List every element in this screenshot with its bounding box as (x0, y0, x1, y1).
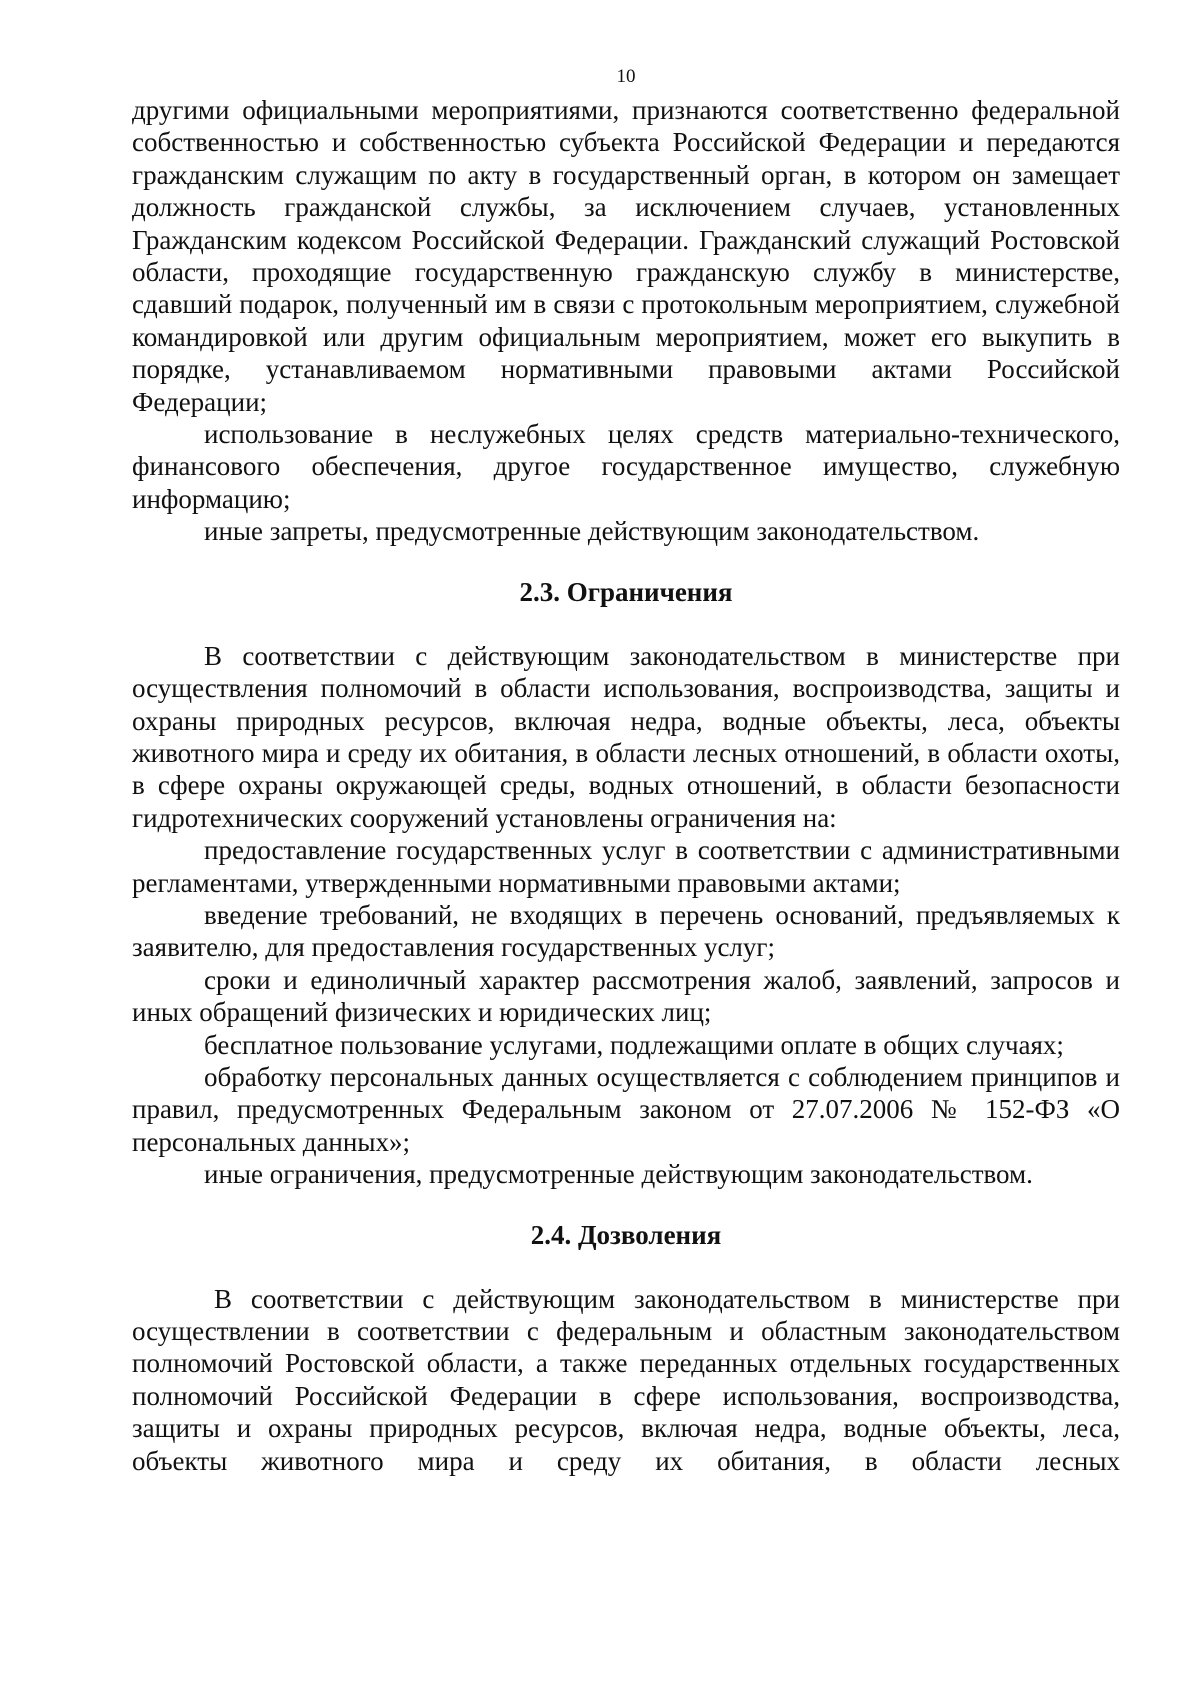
paragraph-permissions-intro: В соответствии с действующим законодательством в министерстве при осуществлении в соответствии с федеральным и областным законодательством полномочий Ростовской области, а также переданных отдельных государственных полномочий Российской Федерации в сфере использования, воспроизводства, защиты и охраны природных ресурсов, включая недра, водные объекты, леса, объекты животного мира и среду их обитания, в области лесных (132, 1283, 1120, 1476)
paragraph-use-of-property: использование в неслужебных целях средств материально-технического, финансового обеспечения, другое государственное имущество, служебную информацию; (132, 419, 1120, 514)
paragraph-other-prohibitions: иные запреты, предусмотренные действующим законодательством. (204, 516, 980, 547)
paragraph-restriction-free-use: бесплатное пользование услугами, подлежащими оплате в общих случаях; (204, 1029, 1064, 1060)
section-heading-permissions: 2.4. Дозволения (530, 1219, 722, 1250)
paragraph-restriction-requirements: введение требований, не входящих в перечень оснований, предъявляемых к заявителю, для предоставления государственных услуг; (132, 899, 1120, 963)
paragraph-gifts-continuation: другими официальными мероприятиями, признаются соответственно федеральной собственностью и собственностью субъекта Российской Федерации и передаются гражданским служащим по акту в государственный орган, в котором он замещает должность гражданской службы, за исключением случаев, установленных Гражданским кодексом Российской Федерации. Гражданский служащий Ростовской области, проходящие государственную гражданскую службу в министерстве, сдавший подарок, полученный им в связи с протокольным мероприятием, служебной командировкой или другим официальным мероприятием, может его выкупить в порядке, устанавливаемом нормативными правовыми актами Российской Федерации; (132, 95, 1120, 417)
paragraph-restriction-personal-data: обработку персональных данных осуществляется с соблюдением принципов и правил, предусмотренных Федеральным законом от 27.07.2006 № 152-ФЗ «О персональных данных»; (132, 1061, 1120, 1157)
paragraph-restriction-services: предоставление государственных услуг в соответствии с административными регламентами, утвержденными нормативными правовыми актами; (132, 835, 1120, 898)
paragraph-restrictions-intro: В соответствии с действующим законодательством в министерстве при осуществления полномочий в области использования, воспроизводства, защиты и охраны природных ресурсов, включая недра, водные объекты, леса, объекты животного мира и среду их обитания, в области лесных отношений, в области охоты, в сфере охраны окружающей среды, водных отношений, в области безопасности гидротехнических сооружений установлены ограничения на: (132, 640, 1120, 833)
section-heading-restrictions: 2.3. Ограничения (519, 576, 733, 607)
paragraph-restriction-complaints: сроки и единоличный характер рассмотрения жалоб, заявлений, запросов и иных обращений физических и юридических лиц; (132, 964, 1120, 1028)
paragraph-restriction-other: иные ограничения, предусмотренные действующим законодательством. (204, 1159, 1033, 1190)
page-number: 10 (616, 66, 636, 87)
